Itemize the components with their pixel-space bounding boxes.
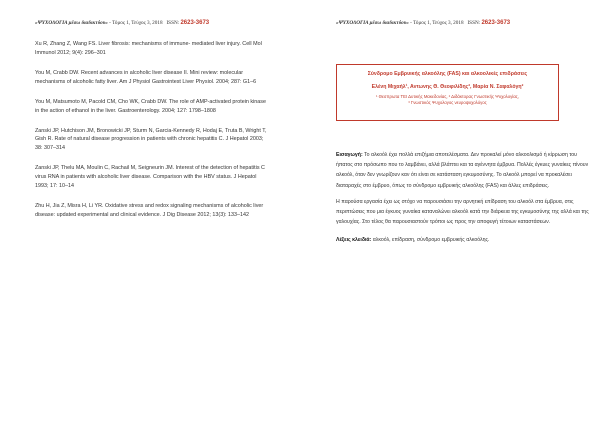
article-affiliations — [337, 94, 558, 106]
article-body — [336, 150, 594, 252]
issn-number: 2623-3673 — [481, 20, 511, 26]
aim-paragraph: Η παρούσα εργασία έχει ως στόχο να παρουσιάσει την αρνητική επίδραση του αλκοόλ στα έμβρυα, στις περιπτώσεις που μια έγκυος γυναίκα καταναλώνει αλκοόλ κατά την διάρκεια της εγκυμοσύνης της αλλά και της γαλουχίας. Στο τέλος θα παρουσιαστούν τρόποι ως προς την αποφυγή τέτοιων καταστάσεων. — [336, 198, 589, 226]
volume-issue: - Τόμος 1, Τεύχος 3, 2018 — [109, 20, 163, 26]
reference-item: Xu R, Zhang Z, Wang FS. Liver fibrosis: mechanisms of immune- mediated liver injury. Cell Mol Immunol 2012; 9(4): 296–301 — [35, 41, 262, 56]
article-authors: Ελένη Μιχαήλ¹, Αντωνης Θ. Θεοφιλίδης², Μαρία Ν. Σαφαλόγη² — [371, 84, 524, 90]
affiliation-line: ¹ Θεσπρωτα ΤΕΙ Δυτικής Μακεδονίας, ² Διδάκτορας Γνωστικής Ψυχολογίας, — [376, 94, 519, 99]
reference-item: You M, Matsumoto M, Pacold CM, Cho WK, Crabb DW. The role of AMP-activated protein kinase in the action of ethanol in the liver. Gastroenterology. 2004; 127: 1798–1808 — [35, 98, 266, 114]
intro-text: Το αλκοόλ έχει πολλά επιζήμια αποτελέσματα. Δεν προκαλεί μόνο αλκοολισμό ή κίρρωση του ήπατος στο πρόσωπο που το λαμβάνει, αλλά βλάπτει και τα αγέννητα έμβρυα. Πολλές έγκυες γυναίκες πίνουν αλκοόλ, όταν δεν γνωρίζουν καν ότι είναι σε κατάσταση εγκυμοσύνης. Το αλκοόλ μπορεί να προκαλέσει διαταραχές στο έμβρυο, όπως το σύνδρομο εμβρυικής αλκοόλης (FAS) και άλλες επιδράσεις. — [336, 152, 589, 189]
right-page — [300, 0, 600, 424]
article-title: Σύνδρομο Εμβρυικής αλκοόλης (FAS) και αλκοολικές επιδράσεις — [367, 71, 528, 77]
keywords-paragraph — [336, 235, 594, 245]
page-header — [35, 20, 209, 26]
page-header — [336, 20, 510, 26]
affiliation-line: ³ Γνωστικός Ψυχολογος νευροψυχολόγος — [408, 100, 487, 105]
journal-name: «ΨΥΧΟΛΟΓΙΑ μέσω διαδικτύου» — [336, 20, 409, 26]
keywords-label: Λέξεις κλειδιά: — [336, 237, 372, 244]
issn-label: ISSN: — [166, 20, 180, 26]
reference-item: Zhu H, Jia Z, Misra H, Li YR. Oxidative stress and redox signaling mechanisms of alcoholic liver disease: updated experimental and clinical evidence. J Dig Disease 2012; 13(3): 133–142 — [35, 202, 264, 218]
article-title-box — [336, 64, 559, 121]
references-list — [35, 40, 267, 231]
reference-item: Zanski JP, Thelu MA, Moulin C, Rachail M, Seigneurin JM. Interest of the detection of hepatitis C virus RNA in patients with alcoholic liver disease. Comparison with the HBV status. J Hepatol 1993; 17: 10–14 — [35, 165, 265, 189]
issn-number: 2623-3673 — [180, 20, 210, 26]
intro-paragraph — [336, 150, 594, 191]
reference-item: You M, Crabb DW. Recent advances in alcoholic liver disease II. Mini review: molecular mechanisms of alcoholic fatty liver. Am J Physiol Gastrointest Liver Physiol. 2004; 287: G1–6 — [35, 69, 257, 85]
journal-name: «ΨΥΧΟΛΟΓΙΑ μέσω διαδικτύου» — [35, 20, 108, 26]
keywords-text: αλκοόλ, επίδραση, σύνδρομο εμβρυικής αλκοόλης. — [371, 237, 490, 244]
issn-label: ISSN: — [467, 20, 481, 26]
volume-issue: - Τόμος 1, Τεύχος 3, 2018 — [410, 20, 464, 26]
reference-item: Zanski JP, Hutchison JM, Bronowicki JP, Sturm N, Garcia-Kennedy R, Hodaj E, Truta B, Wright T, Gish R. Rate of natural disease progression in patients with chronic hepatitis C. J Hepatol 2003; 38: 307–314 — [35, 127, 267, 152]
intro-label: Εισαγωγή: — [336, 152, 363, 158]
